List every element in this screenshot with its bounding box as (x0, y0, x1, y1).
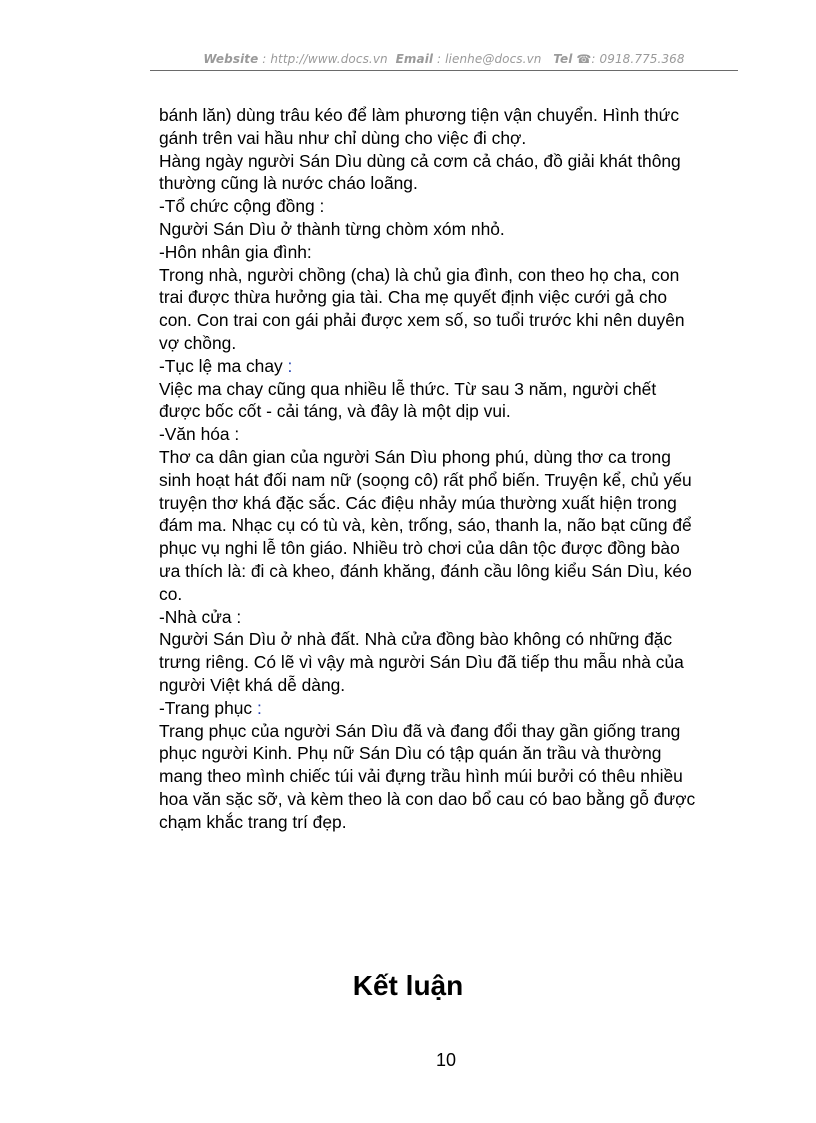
body-line: đám ma. Nhạc cụ có tù và, kèn, trống, sáo, thanh la, não bạt cũng để (159, 515, 692, 536)
body-line: trưng riêng. Có lẽ vì vậy mà người Sán Dìu đã tiếp thu mẫu nhà của (159, 652, 684, 673)
conclusion-title: Kết luận (352, 970, 464, 1001)
body-line: Trong nhà, người chồng (cha) là chủ gia đình, con theo họ cha, con (159, 264, 680, 285)
section-heading-marriage: -Hôn nhân gia đình: (159, 241, 312, 262)
document-body (159, 104, 739, 834)
body-line: vợ chồng. (159, 332, 237, 353)
body-line: mang theo mình chiếc túi vải đựng trầu hình múi bưởi có thêu nhiều (159, 766, 683, 787)
section-heading-community: -Tổ chức cộng đồng : (159, 196, 325, 217)
heading-colon: : (252, 697, 262, 718)
body-line: phục người Kinh. Phụ nữ Sán Dìu có tập quán ăn trầu và thường (159, 743, 662, 764)
page-number: 10 (435, 1050, 457, 1070)
email-label: Email (395, 52, 434, 66)
body-line: Hàng ngày người Sán Dìu dùng cả cơm cả cháo, đồ giải khát thông (159, 150, 681, 171)
tel-value: : 0918.775.368 (591, 52, 685, 66)
section-heading-funeral-text: -Tục lệ ma chay (159, 355, 283, 376)
phone-icon: ☎ (576, 52, 592, 66)
body-line: Việc ma chay cũng qua nhiều lễ thức. Từ sau 3 năm, người chết (159, 378, 657, 399)
body-line: sinh hoạt hát đối nam nữ (soọng cô) rất phổ biến. Truyện kể, chủ yếu (159, 469, 692, 490)
body-line: chạm khắc trang trí đẹp. (159, 811, 347, 832)
body-line: người Việt khá dễ dàng. (159, 674, 346, 695)
body-line: Trang phục của người Sán Dìu đã và đang đổi thay gần giống trang (159, 720, 681, 741)
header-divider (150, 70, 738, 71)
body-line: hoa văn sặc sỡ, và kèm theo là con dao bổ cau có bao bằng gỗ được (159, 788, 696, 809)
website-label: Website (203, 52, 259, 66)
heading-colon: : (282, 355, 293, 376)
website-value: : http://www.docs.vn (262, 52, 388, 66)
body-line: phục vụ nghi lễ tôn giáo. Nhiều trò chơi của dân tộc được đồng bào (159, 538, 680, 559)
section-heading-housing: -Nhà cửa : (159, 606, 242, 627)
section-heading-costume (159, 697, 739, 720)
body-line: co. (159, 583, 183, 604)
section-heading-culture: -Văn hóa : (159, 424, 240, 445)
body-line: bánh lăn) dùng trâu kéo để làm phương tiện vận chuyển. Hình thức (159, 105, 680, 125)
body-line: thường cũng là nước cháo loãng. (159, 173, 418, 194)
page-header (150, 52, 738, 66)
tel-label: Tel (553, 52, 573, 66)
body-line: Thơ ca dân gian của người Sán Dìu phong phú, dùng thơ ca trong (159, 446, 671, 467)
body-line: gánh trên vai hầu như chỉ dùng cho việc đi chợ. (159, 127, 527, 148)
email-value: : lienhe@docs.vn (437, 52, 542, 66)
body-line: trai được thừa hưởng gia tài. Cha mẹ quyết định việc cưới gả cho (159, 287, 668, 308)
body-line: được bốc cốt - cải táng, và đây là một dịp vui. (159, 401, 511, 422)
body-line: truyện thơ khá đặc sắc. Các điệu nhảy múa thường xuất hiện trong (159, 492, 677, 513)
body-line: ưa thích là: đi cà kheo, đánh khăng, đánh cầu lông kiểu Sán Dìu, kéo (159, 560, 692, 581)
section-heading-costume-text: -Trang phục (159, 697, 253, 718)
section-heading-funeral (159, 355, 739, 378)
body-line: Người Sán Dìu ở thành từng chòm xóm nhỏ. (159, 218, 505, 239)
body-line: con. Con trai con gái phải được xem số, so tuổi trước khi nên duyên (159, 310, 685, 331)
body-line: Người Sán Dìu ở nhà đất. Nhà cửa đồng bào không có những đặc (159, 629, 673, 650)
